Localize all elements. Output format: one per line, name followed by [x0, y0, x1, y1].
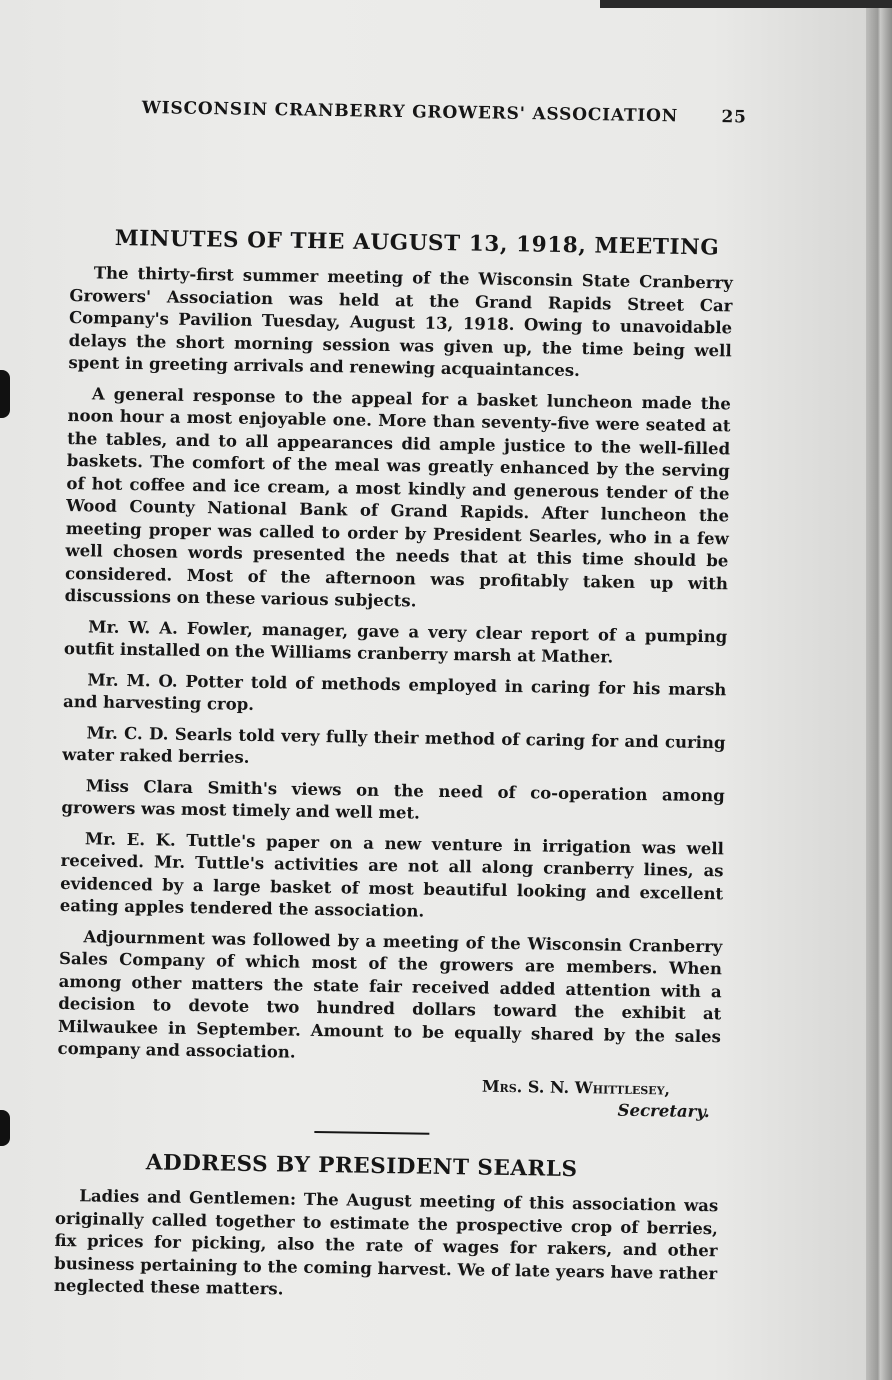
signature-role: Secretary.	[617, 1100, 710, 1121]
signature-block	[57, 1068, 721, 1122]
paragraph: A general response to the appeal for a basket luncheon made the noon hour a most enjoyable one. More than seventy-five were seated at the tables, and to all appearances did ample justice to the well-filled baskets. The comfort of the meal was greatly enhanced by the serving of hot coffee and ice cream, a most kindly and generous tender of the Wood County National Bank of Grand Rapids. After luncheon the meeting proper was called to order by President Searles, who in a few well chosen words presented the needs that at this time should be considered. Most of the afternoon was profitably taken up with discussions on these various subjects.	[64, 383, 732, 611]
paragraph: The thirty-first summer meeting of the Wisconsin State Cranberry Growers' Association was held at the Grand Rapids Street Car Company's Pavilion Tuesday, August 13, 1918. Owing to unavoidable delays the short morning session was given up, the time being well spent in greeting arrivals and renewing acquaintances.	[68, 263, 733, 381]
paragraph: Miss Clara Smith's views on the need of co-operation among growers was most timely and well met.	[61, 775, 725, 823]
running-header	[142, 98, 747, 128]
page-top-shadow	[600, 0, 892, 8]
paragraph: Adjournment was followed by a meeting of the Wisconsin Cranberry Sales Company of which most of the growers are members. When among other matters the state fair received added attention with a decision to devote two hundred dollars toward the exhibit at Milwaukee in September. Amount to be equally shared by the sales company and association.	[57, 926, 723, 1062]
paragraph: Mr. M. O. Potter told of methods employed in caring for his marsh and harvesting crop.	[62, 669, 727, 714]
paragraph: Ladies and Gentlemen: The August meeting of this association was originally called together to estimate the prospective crop of berries, fix prices for picking, also the rate of wages for rakers, and other business pertaining to the coming harvest. We of late years have rather neglected these matters.	[53, 1186, 719, 1299]
page-number: 25	[721, 107, 747, 128]
section-divider	[314, 1130, 429, 1134]
running-title: WISCONSIN CRANBERRY GROWERS' ASSOCIATION	[141, 98, 679, 127]
paragraph: Mr. C. D. Searls told very fully their method of caring for and curing water raked berries.	[62, 722, 726, 767]
address-title: ADDRESS BY PRESIDENT SEARLS	[145, 1149, 578, 1182]
binding-notch	[0, 370, 10, 418]
minutes-title: MINUTES OF THE AUGUST 13, 1918, MEETING	[114, 226, 720, 261]
binding-notch	[0, 1110, 10, 1146]
body-text	[54, 262, 733, 1316]
paragraph: Mr. E. K. Tuttle's paper on a new venture in irrigation was well received. Mr. Tuttle's activities are not all along cranberry lines, as evidenced by a large basket of most beautiful looking and excellent eating apples tendered the association.	[59, 828, 725, 921]
paragraph: Mr. W. A. Fowler, manager, gave a very clear report of a pumping outfit installed on the Williams cranberry marsh at Mather.	[63, 616, 728, 667]
page-edge	[866, 0, 892, 1380]
signature-name: Mrs. S. N. Whittlesey,	[481, 1076, 671, 1099]
